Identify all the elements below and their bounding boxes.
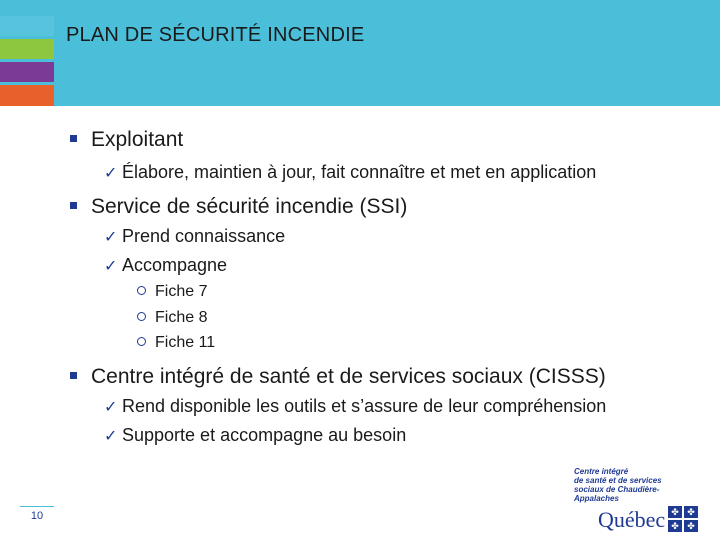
fleur-de-lis-icon: ✤ [668,506,682,518]
org-name [574,467,694,503]
fleur-de-lis-icon: ✤ [684,506,698,518]
subbullet-rend [104,396,606,417]
fiche-item [137,334,215,352]
subbullet-label: Rend disponible les outils et s’assure de leur compréhension [122,396,607,416]
bullet-label: Centre intégré de santé et de services sociaux (CISSS) [91,365,606,388]
subbullet-supporte [104,425,406,446]
subbullet-label: Prend connaissance [122,226,286,246]
slide-title: PLAN DE SÉCURITÉ INCENDIE [66,24,365,46]
fiche-label: Fiche 7 [155,283,208,300]
bullet-label: Service de sécurité incendie (SSI) [91,195,408,218]
checkmark-icon: ✓ [104,229,118,246]
page-number: 10 [20,506,54,526]
square-bullet-icon [70,372,77,379]
fiche-label: Fiche 11 [155,334,216,351]
square-bullet-icon [70,135,77,142]
fiche-item [137,309,207,327]
subbullet-prend [104,226,285,247]
org-line: Appalaches [574,494,619,503]
circle-bullet-icon [137,286,146,295]
fleur-de-lis-icon: ✤ [668,520,682,532]
subbullet-label: Élabore, maintien à jour, fait connaître et met en application [122,162,597,182]
subbullet-accompagne [104,255,227,276]
subbullet-label: Supporte et accompagne au besoin [122,425,407,445]
fiche-item [137,283,207,301]
checkmark-icon: ✓ [104,258,118,275]
fleur-de-lis-icon: ✤ [684,520,698,532]
bullet-exploitant [70,128,183,152]
square-bullet-icon [70,202,77,209]
org-line: sociaux de Chaudière- [574,485,660,494]
circle-bullet-icon [137,312,146,321]
circle-bullet-icon [137,337,146,346]
org-line: Centre intégré [574,467,629,476]
bullet-cisss [70,365,606,389]
bullet-label: Exploitant [91,128,184,151]
checkmark-icon: ✓ [104,165,118,182]
subbullet-label: Accompagne [122,255,228,275]
bullet-ssi [70,195,407,219]
subbullet-elabore [104,162,596,183]
quebec-logo-word: Québec [598,507,666,532]
checkmark-icon: ✓ [104,399,118,416]
checkmark-icon: ✓ [104,428,118,445]
org-line: de santé et de services [574,476,662,485]
fiche-label: Fiche 8 [155,309,208,326]
